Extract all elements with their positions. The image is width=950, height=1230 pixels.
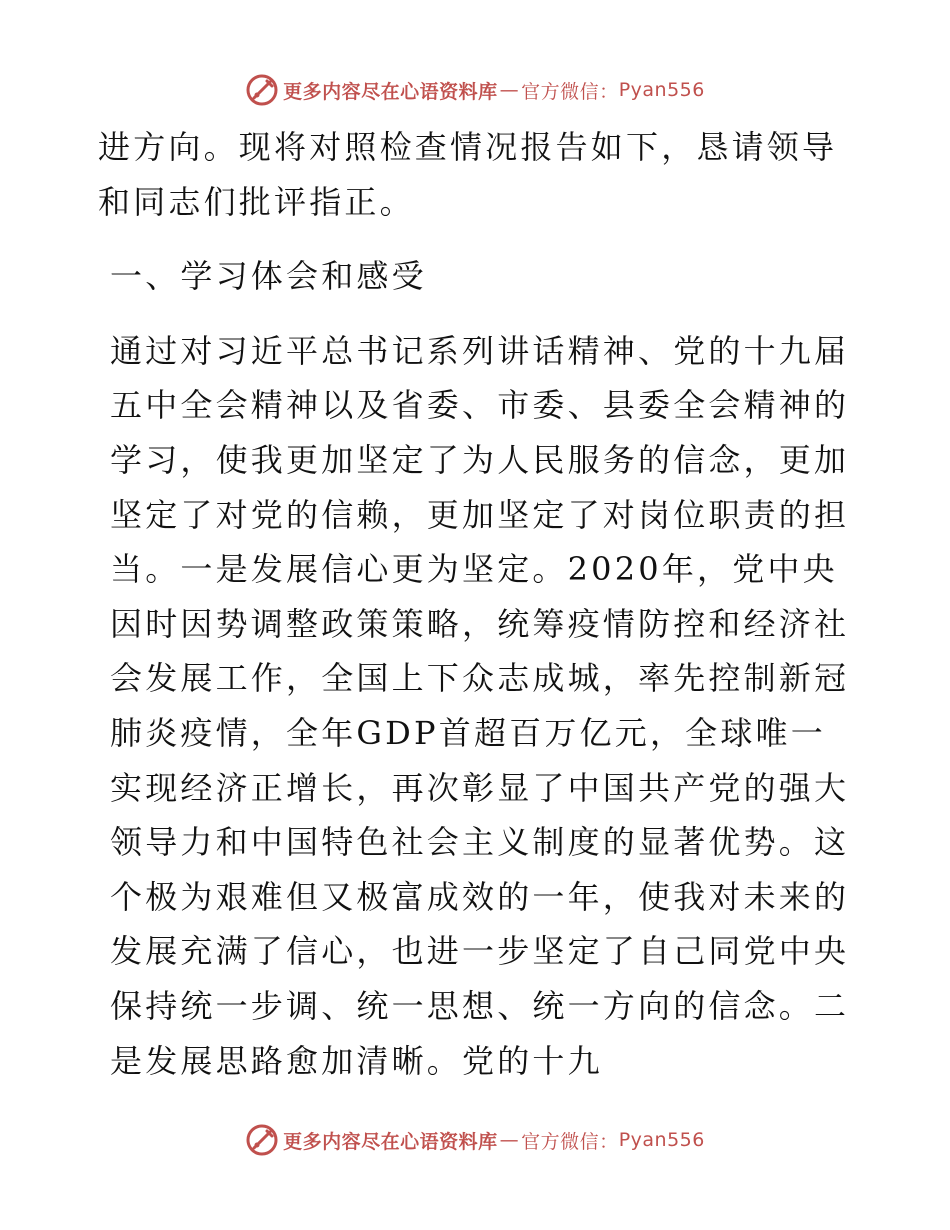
logo-icon [245,1123,279,1157]
document-body [98,120,858,1088]
footer-watermark [0,1120,950,1160]
watermark-brand: 更多内容尽在心语资料库 [283,80,498,103]
watermark-separator: — [499,1129,520,1151]
logo-icon [245,73,279,107]
header-watermark [0,70,950,110]
watermark-label: 官方微信： [521,80,619,103]
paragraph-continuation: 进方向。现将对照检查情况报告如下，恳请领导和同志们批评指正。 [98,128,838,221]
watermark-wechat-id: Pyan556 [618,1129,705,1151]
watermark-wechat-id: Pyan556 [618,79,705,101]
watermark-label: 官方微信： [521,1130,619,1153]
watermark-separator: — [499,79,520,101]
watermark-brand: 更多内容尽在心语资料库 [283,1130,498,1153]
paragraph-main: 通过对习近平总书记系列讲话精神、党的十九届五中全会精神以及省委、市委、县委全会精神的学习，使我更加坚定了为人民服务的信念，更加坚定了对党的信赖，更加坚定了对岗位职责的担当。一是发展信心更为坚定。2020年，党中央因时因势调整政策策略，统筹疫情防控和经济社会发展工作，全国上下众志成城，率先控制新冠肺炎疫情，全年GDP首超百万亿元，全球唯一实现经济正增长，再次彰显了中国共产党的强大领导力和中国特色社会主义制度的显著优势。这个极为艰难但又极富成效的一年，使我对未来的发展充满了信心，也进一步坚定了自己同党中央保持统一步调、统一思想、统一方向的信念。二是发展思路愈加清晰。党的十九 [110,331,850,1080]
section-heading: 一、学习体会和感受 [110,257,427,296]
